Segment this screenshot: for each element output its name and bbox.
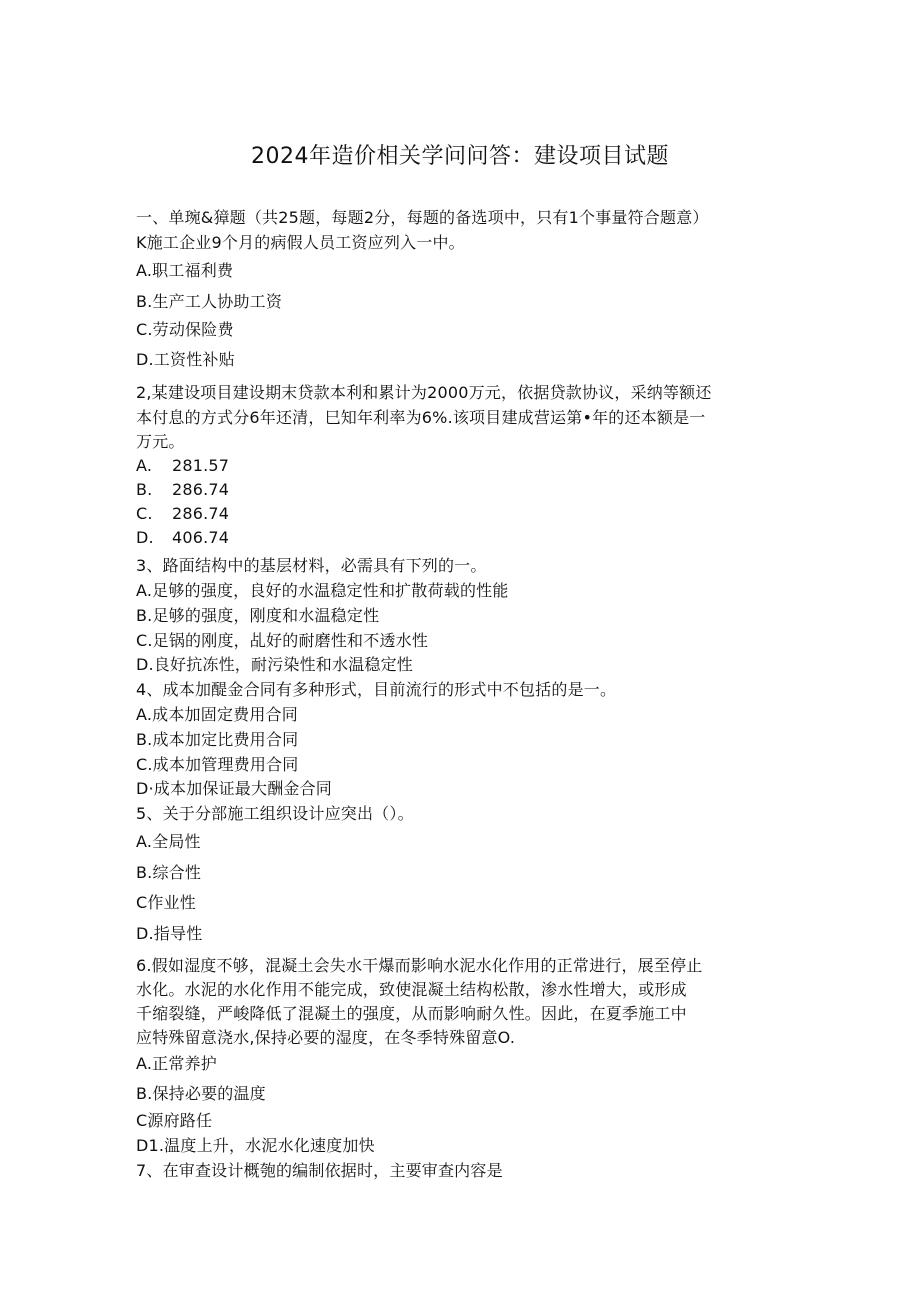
question-4: 4、成本加醍金合同有多种形式，目前流行的形式中不包括的是一。	[136, 680, 617, 699]
q5-option-b: B.综合性	[136, 863, 202, 882]
question-5: 5、关于分部施工组织设计应突出（）。	[136, 804, 414, 823]
q4-option-d: D·成本加保证最大酬金合同	[136, 779, 333, 798]
page-title: 2024年造价相关学问问答：建设项目试题	[251, 144, 669, 169]
q2-option-a-value: 281.57	[172, 456, 230, 475]
question-2-line-3: 万元。	[136, 432, 185, 451]
q6-option-b: B.保持必要的温度	[136, 1084, 266, 1103]
q2-option-d	[136, 527, 229, 549]
q3-option-b: B.足够的强度，刚度和水温稳定性	[136, 606, 380, 625]
question-6-line-2: 水化。水泥的水化作用不能完成，致使混凝土结构松散，渗水性增大，或形成	[136, 980, 687, 999]
q6-option-d: D1.温度上升，水泥水化速度加快	[136, 1136, 375, 1155]
q2-option-d-value: 406.74	[172, 528, 230, 547]
q4-option-a: A.成本加固定费用合同	[136, 705, 298, 724]
q3-option-a: A.足够的强度，良好的水温稳定性和扩散荷载的性能	[136, 581, 509, 600]
q2-option-a	[136, 455, 229, 477]
q1-option-a: A.职工福利费	[136, 261, 234, 280]
q1-option-b: B.生产工人协助工资	[136, 292, 283, 311]
q2-option-b-value: 286.74	[172, 480, 230, 499]
question-7: 7、在审查设计概匏的编制依据时，主要审查内容是	[136, 1161, 503, 1180]
q2-option-c-letter: C.	[136, 504, 153, 523]
q5-option-d: D.指导性	[136, 924, 203, 943]
question-6-line-3: 千缩裂缝，严峻降低了混凝土的强度，从而影响耐久性。因此，在夏季施工中	[136, 1004, 687, 1023]
q1-option-c: C.劳动保险费	[136, 320, 234, 339]
q6-option-c: C源府路任	[136, 1111, 213, 1130]
q2-option-a-letter: A.	[136, 456, 153, 475]
q2-option-d-letter: D.	[136, 528, 154, 547]
q4-option-b: B.成本加定比费用合同	[136, 730, 299, 749]
q5-option-c: C作业性	[136, 893, 196, 912]
q2-option-c	[136, 503, 229, 525]
q6-option-a: A.正常养护	[136, 1054, 217, 1073]
q1-option-d: D.工资性补贴	[136, 350, 235, 369]
q2-option-b-letter: B.	[136, 480, 153, 499]
question-2-line-2: 本付息的方式分6年还清，巳知年利率为6%.该项目建成营运第•年的还本额是一	[136, 408, 706, 427]
question-2-line-1: 2,某建设项目建设期末贷款本利和累计为2000万元，依据贷款协议，采纳等额还	[136, 383, 712, 402]
q5-option-a: A.全局性	[136, 832, 201, 851]
question-6-line-4: 应特殊留意浇水,保持必要的湿度，在冬季特殊留意O.	[136, 1028, 516, 1047]
section-heading: 一、单琬&獐题（共25题，每题2分，每题的备选项中，只有1个事量符合题意）	[136, 208, 709, 227]
q2-option-c-value: 286.74	[172, 504, 230, 523]
q3-option-d: D.良好抗冻性，耐污染性和水温稳定性	[136, 655, 414, 674]
q4-option-c: C.成本加管理费用合同	[136, 755, 299, 774]
question-6-line-1: 6.假如湿度不够，混凝土会失水干爆而影响水泥水化作用的正常进行，展至停止	[136, 956, 703, 975]
q2-option-b	[136, 479, 229, 501]
question-3: 3、路面结构中的基层材料，必需具有下列的一。	[136, 556, 487, 575]
question-1: K施工企业9个月的病假人员工资应列入一中。	[136, 233, 465, 252]
q3-option-c: C.足锅的刚度，乩好的耐磨性和不透水性	[136, 631, 429, 650]
